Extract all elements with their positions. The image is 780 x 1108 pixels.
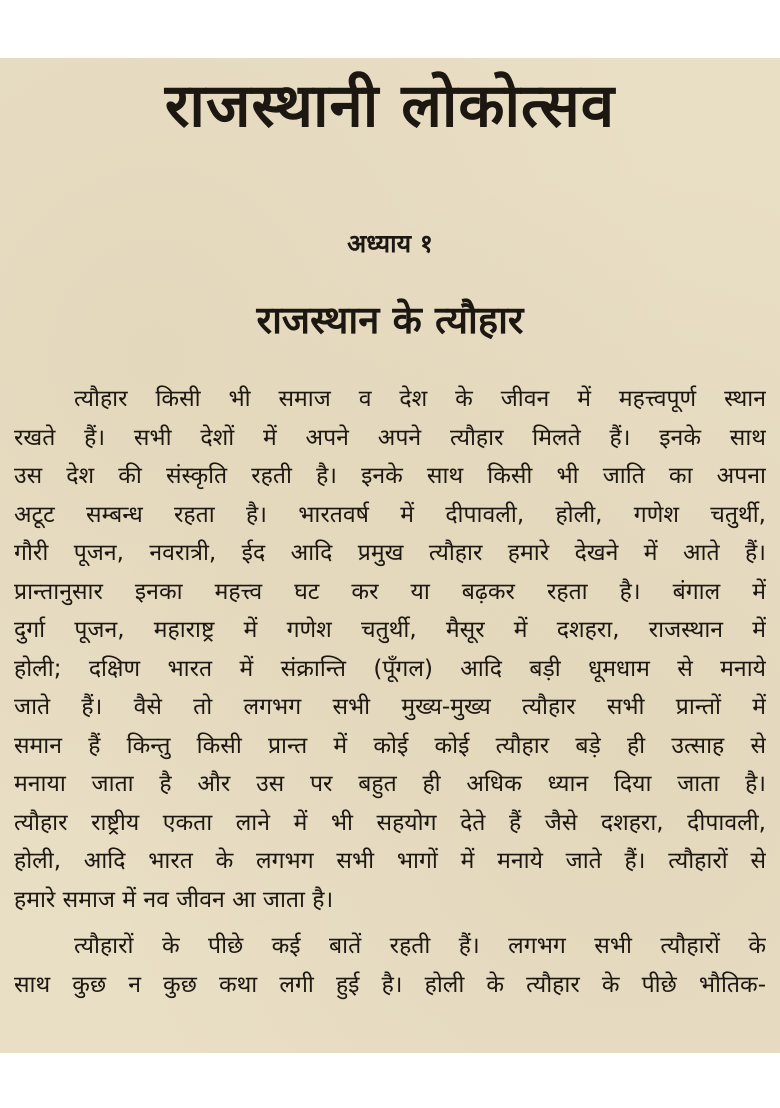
chapter-title: राजस्थान के त्यौहार: [256, 298, 524, 342]
text-line: साथ कुछ न कुछ कथा लगी हुई है। होली के त्यौहार के पीछे भौतिक-: [14, 971, 766, 998]
text-line: होली, आदि भारत के लगभग सभी भागों में मनाये जाते हैं। त्यौहारों से: [14, 848, 766, 874]
text-line: अटूट सम्बन्ध रहता है। भारतवर्ष में दीपावली, होली, गणेश चतुर्थी,: [14, 501, 766, 528]
chapter-label: अध्याय १: [347, 229, 433, 258]
text-line: हमारे समाज में नव जीवन आ जाता है।: [14, 886, 334, 913]
text-line: समान हैं किन्तु किसी प्रान्त में कोई कोई त्यौहार बड़े ही उत्साह से: [14, 732, 766, 759]
text-line: उस देश की संस्कृति रहती है। इनके साथ किसी भी जाति का अपना: [14, 463, 766, 489]
text-line: त्यौहार किसी भी समाज व देश के जीवन में महत्त्वपूर्ण स्थान: [74, 386, 766, 412]
text-line: होली; दक्षिण भारत में संक्रान्ति (पूँगल) आदि बड़ी धूमधाम से मनाये: [14, 655, 766, 682]
text-line: गौरी पूजन, नवरात्री, ईद आदि प्रमुख त्यौहार हमारे देखने में आते हैं।: [14, 540, 766, 566]
text-line: रखते हैं। सभी देशों में अपने अपने त्यौहार मिलते हैं। इनके साथ: [14, 424, 766, 451]
text-line: त्यौहारों के पीछे कई बातें रहती हैं। लगभग सभी त्यौहारों के: [74, 933, 766, 959]
book-title: राजस्थानी लोकोत्सव: [164, 71, 616, 141]
scanned-page: [0, 58, 780, 1053]
text-line: प्रान्तानुसार इनका महत्त्व घट कर या बढ़कर रहता है। बंगाल में: [14, 578, 766, 605]
text-line: त्यौहार राष्ट्रीय एकता लाने में भी सहयोग देते हैं जैसे दशहरा, दीपावली,: [14, 809, 766, 836]
text-line: दुर्गा पूजन, महाराष्ट्र में गणेश चतुर्थी, मैसूर में दशहरा, राजस्थान में: [14, 617, 766, 643]
body-text: [14, 380, 766, 1004]
text-line: जाते हैं। वैसे तो लगभग सभी मुख्य-मुख्य त्यौहार सभी प्रान्तों में: [14, 694, 766, 720]
text-line: मनाया जाता है और उस पर बहुत ही अधिक ध्यान दिया जाता है।: [14, 771, 766, 797]
